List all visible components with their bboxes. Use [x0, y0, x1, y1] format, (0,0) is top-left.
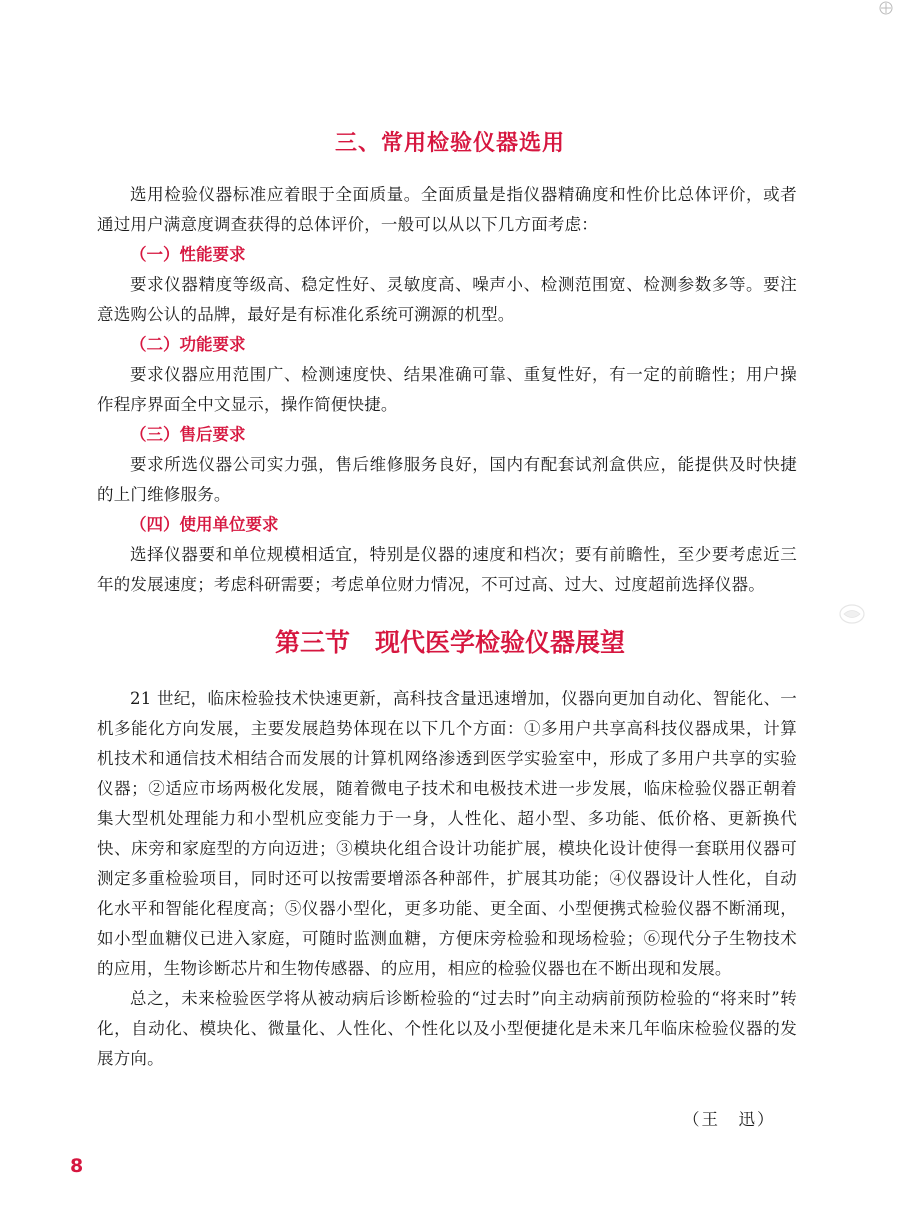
subheading-after-sales: （三）售后要求 — [130, 425, 246, 444]
author-credit: （王 迅） — [683, 1110, 776, 1129]
chapter-paragraph-trends: 21 世纪，临床检验技术快速更新，高科技含量迅速增加，仪器向更加自动化、智能化、一机多能化方向发展，主要发展趋势体现在以下几个方面：①多用户共享高科技仪器成果，计算机技术和通信技术相结合而发展的计算机网络渗透到医学实验室中，形成了多用户共享的实验仪器；②适应市场两极化发展，随着微电子技术和电极技术进一步发展，临床检验仪器正朝着集大型机处理能力和小型机应变能力于一身，人性化、超小型、多功能、低价格、更新换代快、床旁和家庭型的方向迈进；③模块化组合设计功能扩展，模块化设计使得一套联用仪器可测定多重检验项目，同时还可以按需要增添各种部件，扩展其功能；④仪器设计人性化，自动化水平和智能化程度高；⑤仪器小型化，更多功能、更全面、小型便携式检验仪器不断涌现，如小型血糖仪已进入家庭，可随时监测血糖，方便床旁检验和现场检验；⑥现代分子生物技术的应用，生物诊断芯片和生物传感器、的应用，相应的检验仪器也在不断出现和发展。 — [97, 689, 797, 978]
subheading-function: （二）功能要求 — [130, 335, 246, 354]
corner-crop-mark-icon — [878, 0, 894, 16]
performance-paragraph: 要求仪器精度等级高、稳定性好、灵敏度高、噪声小、检测范围宽、检测参数多等。要注意选购公认的品牌，最好是有标准化系统可溯源的机型。 — [97, 275, 797, 324]
subheading-user-unit: （四）使用单位要求 — [130, 515, 279, 534]
page-number: 8 — [70, 1155, 84, 1177]
chapter-paragraph-summary: 总之，未来检验医学将从被动病后诊断检验的“过去时”向主动病前预防检验的“将来时”转化，自动化、模块化、微量化、人性化、个性化以及小型便捷化是未来几年临床检验仪器的发展方向。 — [97, 989, 797, 1068]
chapter-title: 第三节 现代医学检验仪器展望 — [274, 628, 625, 657]
publisher-stamp-icon — [838, 603, 866, 625]
after-sales-paragraph: 要求所选仪器公司实力强，售后维修服务良好，国内有配套试剂盒供应，能提供及时快捷的上门维修服务。 — [97, 455, 797, 504]
section-intro-paragraph: 选用检验仪器标准应着眼于全面质量。全面质量是指仪器精确度和性价比总体评价，或者通过用户满意度调查获得的总体评价，一般可以从以下几方面考虑： — [97, 185, 797, 234]
chapter-body — [97, 684, 797, 1074]
section-title: 三、常用检验仪器选用 — [334, 131, 565, 156]
subheading-performance: （一）性能要求 — [130, 245, 246, 264]
section-body — [97, 180, 797, 600]
user-unit-paragraph: 选择仪器要和单位规模相适宜，特别是仪器的速度和档次；要有前瞻性，至少要考虑近三年的发展速度；考虑科研需要；考虑单位财力情况，不可过高、过大、过度超前选择仪器。 — [97, 545, 797, 594]
function-paragraph: 要求仪器应用范围广、检测速度快、结果准确可靠、重复性好，有一定的前瞻性；用户操作程序界面全中文显示，操作简便快捷。 — [97, 365, 797, 414]
